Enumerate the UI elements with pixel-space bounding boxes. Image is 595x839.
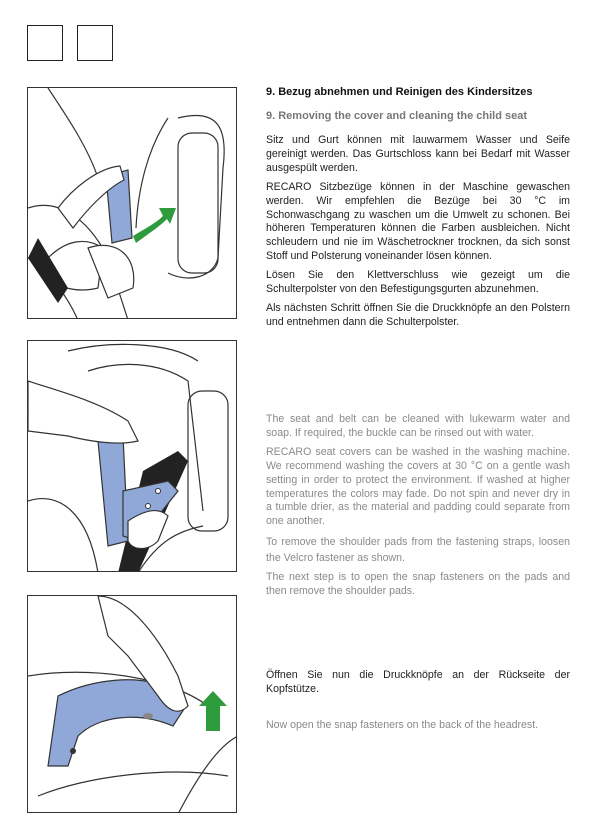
english-text-block [266,413,570,599]
section-heading-de: 9. Bezug abnehmen und Reinigen des Kindersitzes [266,86,533,98]
paragraph-de-1: Sitz und Gurt können mit lauwarmem Wasser und Seife gereinigt werden. Das Gurtschloss kann bei Bedarf mit Wasser ausgespült werden. [266,134,570,174]
paragraph-en-4: The next step is to open the snap fasteners on the pads and then remove the shoulder pads. [266,571,570,598]
paragraph-en-3: To remove the shoulder pads from the fastening straps, loosen the Velcro fastener as shown. [266,536,570,565]
paragraph-de-3: Lösen Sie den Klettverschluss wie gezeigt um die Schulterpolster von den Befestigungsgurten abzunehmen. [266,269,570,296]
paragraph-en-2: RECARO seat covers can be washed in the washing machine. We recommend washing the covers at 30 °C on a gentle wash setting in order to protect the environment. If washed at higher temperatures the colors may fade. Do not spin and never dry in a tumble drier, as the material and padding could separate from one another. [266,445,570,528]
paragraph-de-4: Als nächsten Schritt öffnen Sie die Druckknöpfe an den Polstern und entnehmen dann die Schulterpolster. [266,301,570,328]
headrest-text-block [266,669,570,733]
headrest-paragraph-en: Now open the snap fasteners on the back of the headrest. [266,718,539,731]
marker-square-2 [77,25,113,61]
illustration-headrest-snap-release [27,595,237,813]
illustration-velcro-release [27,87,237,319]
illustration-shoulder-pad-removal [27,340,237,572]
marker-square-1 [27,25,63,61]
headrest-paragraph-de: Öffnen Sie nun die Druckknöpfe an der Rückseite der Kopfstütze. [266,669,570,695]
text-column [266,86,570,330]
paragraph-en-1: The seat and belt can be cleaned with lukewarm water and soap. If required, the buckle can be rinsed out with water. [266,413,570,439]
german-text-block [266,134,570,330]
paragraph-de-2: RECARO Sitzbezüge können in der Maschine gewaschen werden. Wir empfehlen die Bezüge bei 30 °C im Schonwaschgang zu waschen um die Umwelt zu schonen. Bei höheren Temperaturen können die Farben ausbleichen. Nicht schleudern und nie im Wäschetrockner trocknen, da sich sonst Stoff und Polsterung voneinander lösen können. [266,180,570,263]
section-heading-en: 9. Removing the cover and cleaning the child seat [266,110,528,122]
